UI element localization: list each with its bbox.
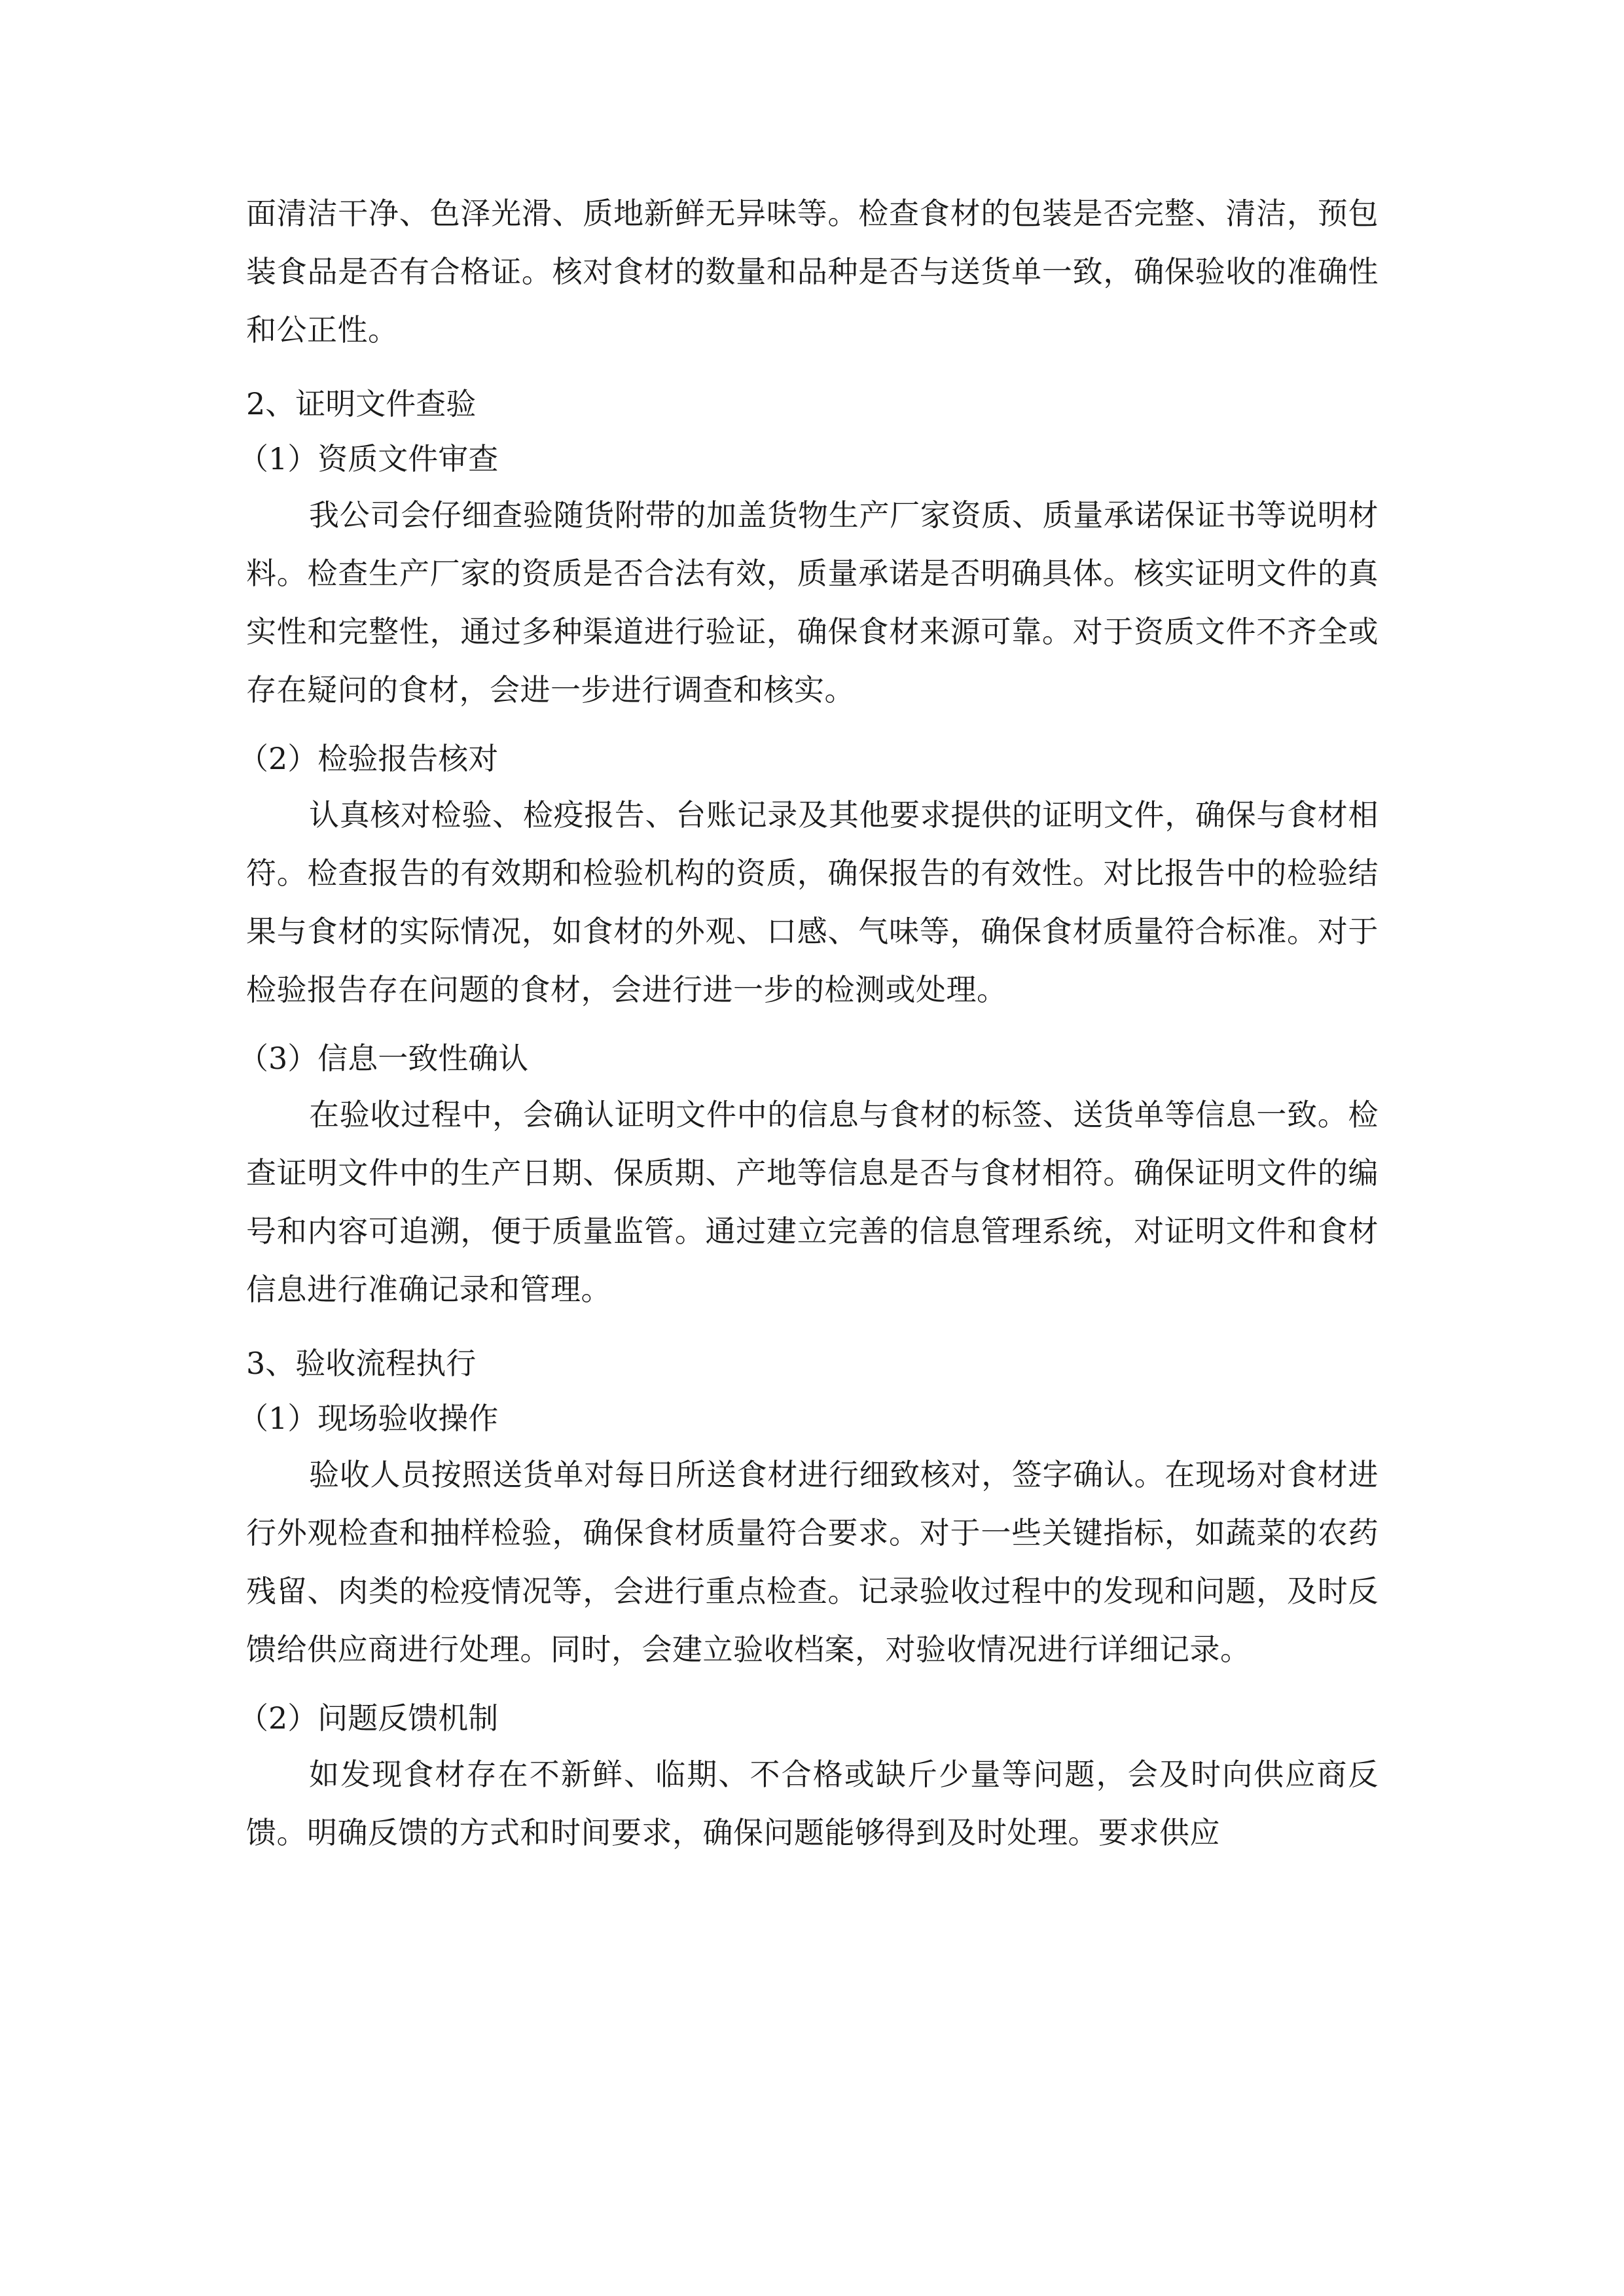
section-3-1-paragraph: 验收人员按照送货单对每日所送食材进行细致核对，签字确认。在现场对食材进行外观检查和抽样检验，确保食材质量符合要求。对于一些关键指标，如蔬菜的农药残留、肉类的检疫情况等，会进行重点检查。记录验收过程中的发现和问题，及时反馈给供应商进行处理。同时，会建立验收档案，对验收情况进行详细记录。 <box>246 1457 1379 1667</box>
section-2-1-heading: （1）资质文件审查 <box>238 441 499 476</box>
section-3-1-heading: （1）现场验收操作 <box>238 1401 499 1436</box>
section-2-2-heading: （2）检验报告核对 <box>238 741 499 776</box>
section-3-heading: 3、验收流程执行 <box>246 1346 477 1381</box>
section-2-3-paragraph: 在验收过程中，会确认证明文件中的信息与食材的标签、送货单等信息一致。检查证明文件中的生产日期、保质期、产地等信息是否与食材相符。确保证明文件的编号和内容可追溯，便于质量监管。通过建立完善的信息管理系统，对证明文件和食材信息进行准确记录和管理。 <box>246 1097 1379 1307</box>
continuation-paragraph: 面清洁干净、色泽光滑、质地新鲜无异味等。检查食材的包装是否完整、清洁，预包装食品是否有合格证。核对食材的数量和品种是否与送货单一致，确保验收的准确性和公正性。 <box>246 196 1379 348</box>
section-3-2-paragraph: 如发现食材存在不新鲜、临期、不合格或缺斤少量等问题，会及时向供应商反馈。明确反馈的方式和时间要求，确保问题能够得到及时处理。要求供应 <box>246 1757 1379 1850</box>
section-2-heading: 2、证明文件查验 <box>246 386 477 422</box>
section-2-2-paragraph: 认真核对检验、检疫报告、台账记录及其他要求提供的证明文件，确保与食材相符。检查报告的有效期和检验机构的资质，确保报告的有效性。对比报告中的检验结果与食材的实际情况，如食材的外观、口感、气味等，确保食材质量符合标准。对于检验报告存在问题的食材，会进行进一步的检测或处理。 <box>246 797 1379 1007</box>
section-2-3-heading: （3）信息一致性确认 <box>238 1041 529 1076</box>
section-2-1-paragraph: 我公司会仔细查验随货附带的加盖货物生产厂家资质、质量承诺保证书等说明材料。检查生产厂家的资质是否合法有效，质量承诺是否明确具体。核实证明文件的真实性和完整性，通过多种渠道进行验证，确保食材来源可靠。对于资质文件不齐全或存在疑问的食材，会进一步进行调查和核实。 <box>246 497 1379 708</box>
section-3-2-heading: （2）问题反馈机制 <box>238 1700 499 1736</box>
document-body <box>238 185 1379 1862</box>
